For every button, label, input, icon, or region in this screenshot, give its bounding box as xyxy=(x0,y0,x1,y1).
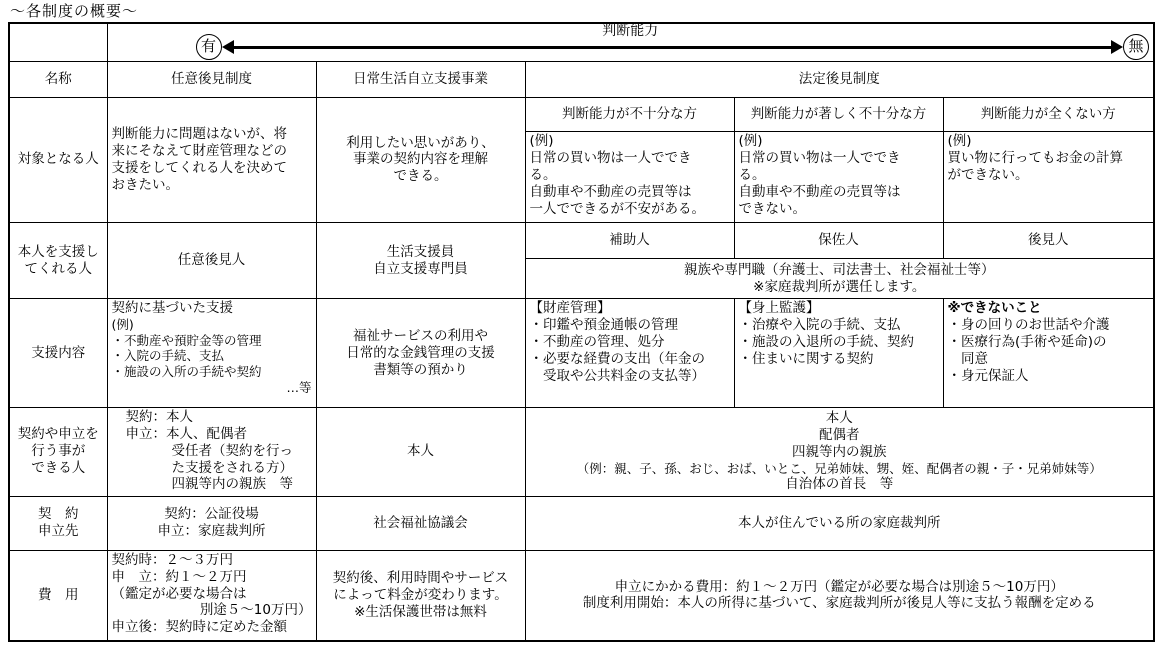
guardianship-target-heading: 判断能力が全くない方 xyxy=(943,97,1154,131)
judgment-label: 判断能力 xyxy=(602,23,659,40)
applicant-label: 契約や申立を 行う事が できる人 xyxy=(9,407,107,496)
cost-label: 費 用 xyxy=(9,550,107,641)
legal-destination: 本人が住んでいる所の家庭裁判所 xyxy=(525,496,1154,550)
voluntary-support-list: ・不動産や預貯金等の管理 ・入院の手続、支払 ・施設の入所の手続や契約 xyxy=(111,332,262,379)
voluntary-cost: 契約時：２～３万円 申 立：約１～２万円 （鑑定が必要な場合は 別途５～10万円） 申立後：契約時に定めた金額 xyxy=(107,550,316,641)
arrow-line xyxy=(232,46,1114,49)
daily-supporter: 生活支援員 自立支援専門員 xyxy=(316,222,525,298)
guardianship-target-example: (例) 買い物に行ってもお金の計算 ができない。 xyxy=(943,132,1154,223)
name-row xyxy=(9,61,1154,97)
arrow-right-head-icon xyxy=(1111,40,1123,54)
legal-guardianship-heading: 法定後見制度 xyxy=(525,61,1154,97)
voluntary-target: 判断能力に問題はないが、将 来にそなえて財産管理などの 支援をしてくれる人を決めて おきたい。 xyxy=(107,97,316,222)
property-management: 【財産管理】 ・印鑑や預金通帳の管理 ・不動産の管理、処分 ・必要な経費の支出（年金の 受取や公共料金の支払等） xyxy=(525,299,734,408)
cannot-do-list: ※できないこと ・身の回りのお世話や介護 ・医療行為(手術や延命)の 同意 ・身元保証人 xyxy=(943,299,1154,408)
destination-row xyxy=(9,496,1154,550)
judgment-arrow xyxy=(108,24,1154,60)
target-label: 対象となる人 xyxy=(9,97,107,222)
overview-table xyxy=(8,22,1155,642)
curatorship-target-example: (例) 日常の買い物は一人ででき る。 自動車や不動産の売買等は できない。 xyxy=(734,132,943,223)
voluntary-applicant: 契約：本人 申立：本人、配偶者 受任者（契約を行っ た支援をされる方） 四親等内の親族 等 xyxy=(107,407,316,496)
daily-cost: 契約後、利用時間やサービス によって料金が変わります。 ※生活保護世帯は無料 xyxy=(316,550,525,641)
personal-custody: 【身上監護】 ・治療や入院の手続、支払 ・施設の入退所の手続、契約 ・住まいに関する契約 xyxy=(734,299,943,408)
assistance-target-example: (例) 日常の買い物は一人ででき る。 自動車や不動産の売買等は 一人でできるが不安がある。 xyxy=(525,132,734,223)
page-title: ～各制度の概要～ xyxy=(10,2,139,20)
daily-support: 福祉サービスの利用や 日常的な金銭管理の支援 書類等の預かり xyxy=(316,299,525,408)
curatorship-target-heading: 判断能力が著しく不十分な方 xyxy=(734,97,943,131)
voluntary-supporter: 任意後見人 xyxy=(107,222,316,298)
daily-life-support-heading: 日常生活自立支援事業 xyxy=(316,61,525,97)
judgment-row xyxy=(9,23,1154,61)
target-row xyxy=(9,97,1154,131)
has-ability-mark: 有 xyxy=(196,34,222,60)
daily-destination: 社会福祉協議会 xyxy=(316,496,525,550)
guardian-role: 後見人 xyxy=(943,222,1154,258)
support-label: 支援内容 xyxy=(9,299,107,408)
daily-target: 利用したい思いがあり、 事業の契約内容を理解 できる。 xyxy=(316,97,525,222)
supporter-row xyxy=(9,222,1154,258)
assistant-role: 補助人 xyxy=(525,222,734,258)
assistance-target-heading: 判断能力が不十分な方 xyxy=(525,97,734,131)
curator-role: 保佐人 xyxy=(734,222,943,258)
applicant-row xyxy=(9,407,1154,496)
supporter-label: 本人を支援し てくれる人 xyxy=(9,222,107,298)
corner-cell xyxy=(9,23,107,61)
destination-label: 契 約 申立先 xyxy=(9,496,107,550)
cost-row xyxy=(9,550,1154,641)
voluntary-guardianship-heading: 任意後見制度 xyxy=(107,61,316,97)
name-label: 名称 xyxy=(9,61,107,97)
arrow-left-head-icon xyxy=(222,40,234,54)
legal-supporter-note: 親族や専門職（弁護士、司法書士、社会福祉士等） ※家庭裁判所が選任します。 xyxy=(525,259,1154,299)
no-ability-mark: 無 xyxy=(1123,34,1149,60)
judgment-arrow-cell xyxy=(107,23,1154,61)
voluntary-support: 契約に基づいた支援 (例) ・不動産や預貯金等の管理 ・入院の手続、支払 ・施設の入所の手続や契約 …等 xyxy=(107,299,316,408)
legal-cost: 申立にかかる費用：約１～２万円（鑑定が必要な場合は別途５～10万円） 制度利用開始：本人の所得に基づいて、家庭裁判所が後見人等に支払う報酬を定める xyxy=(525,550,1154,641)
daily-applicant: 本人 xyxy=(316,407,525,496)
voluntary-destination: 契約：公証役場 申立：家庭裁判所 xyxy=(107,496,316,550)
legal-applicant: 本人 配偶者 四親等内の親族 （例：親、子、孫、おじ、おば、いとこ、兄弟姉妹、甥、姪、配偶者の親・子・兄弟姉妹等） 自治体の首長 等 xyxy=(525,407,1154,496)
support-row xyxy=(9,299,1154,408)
